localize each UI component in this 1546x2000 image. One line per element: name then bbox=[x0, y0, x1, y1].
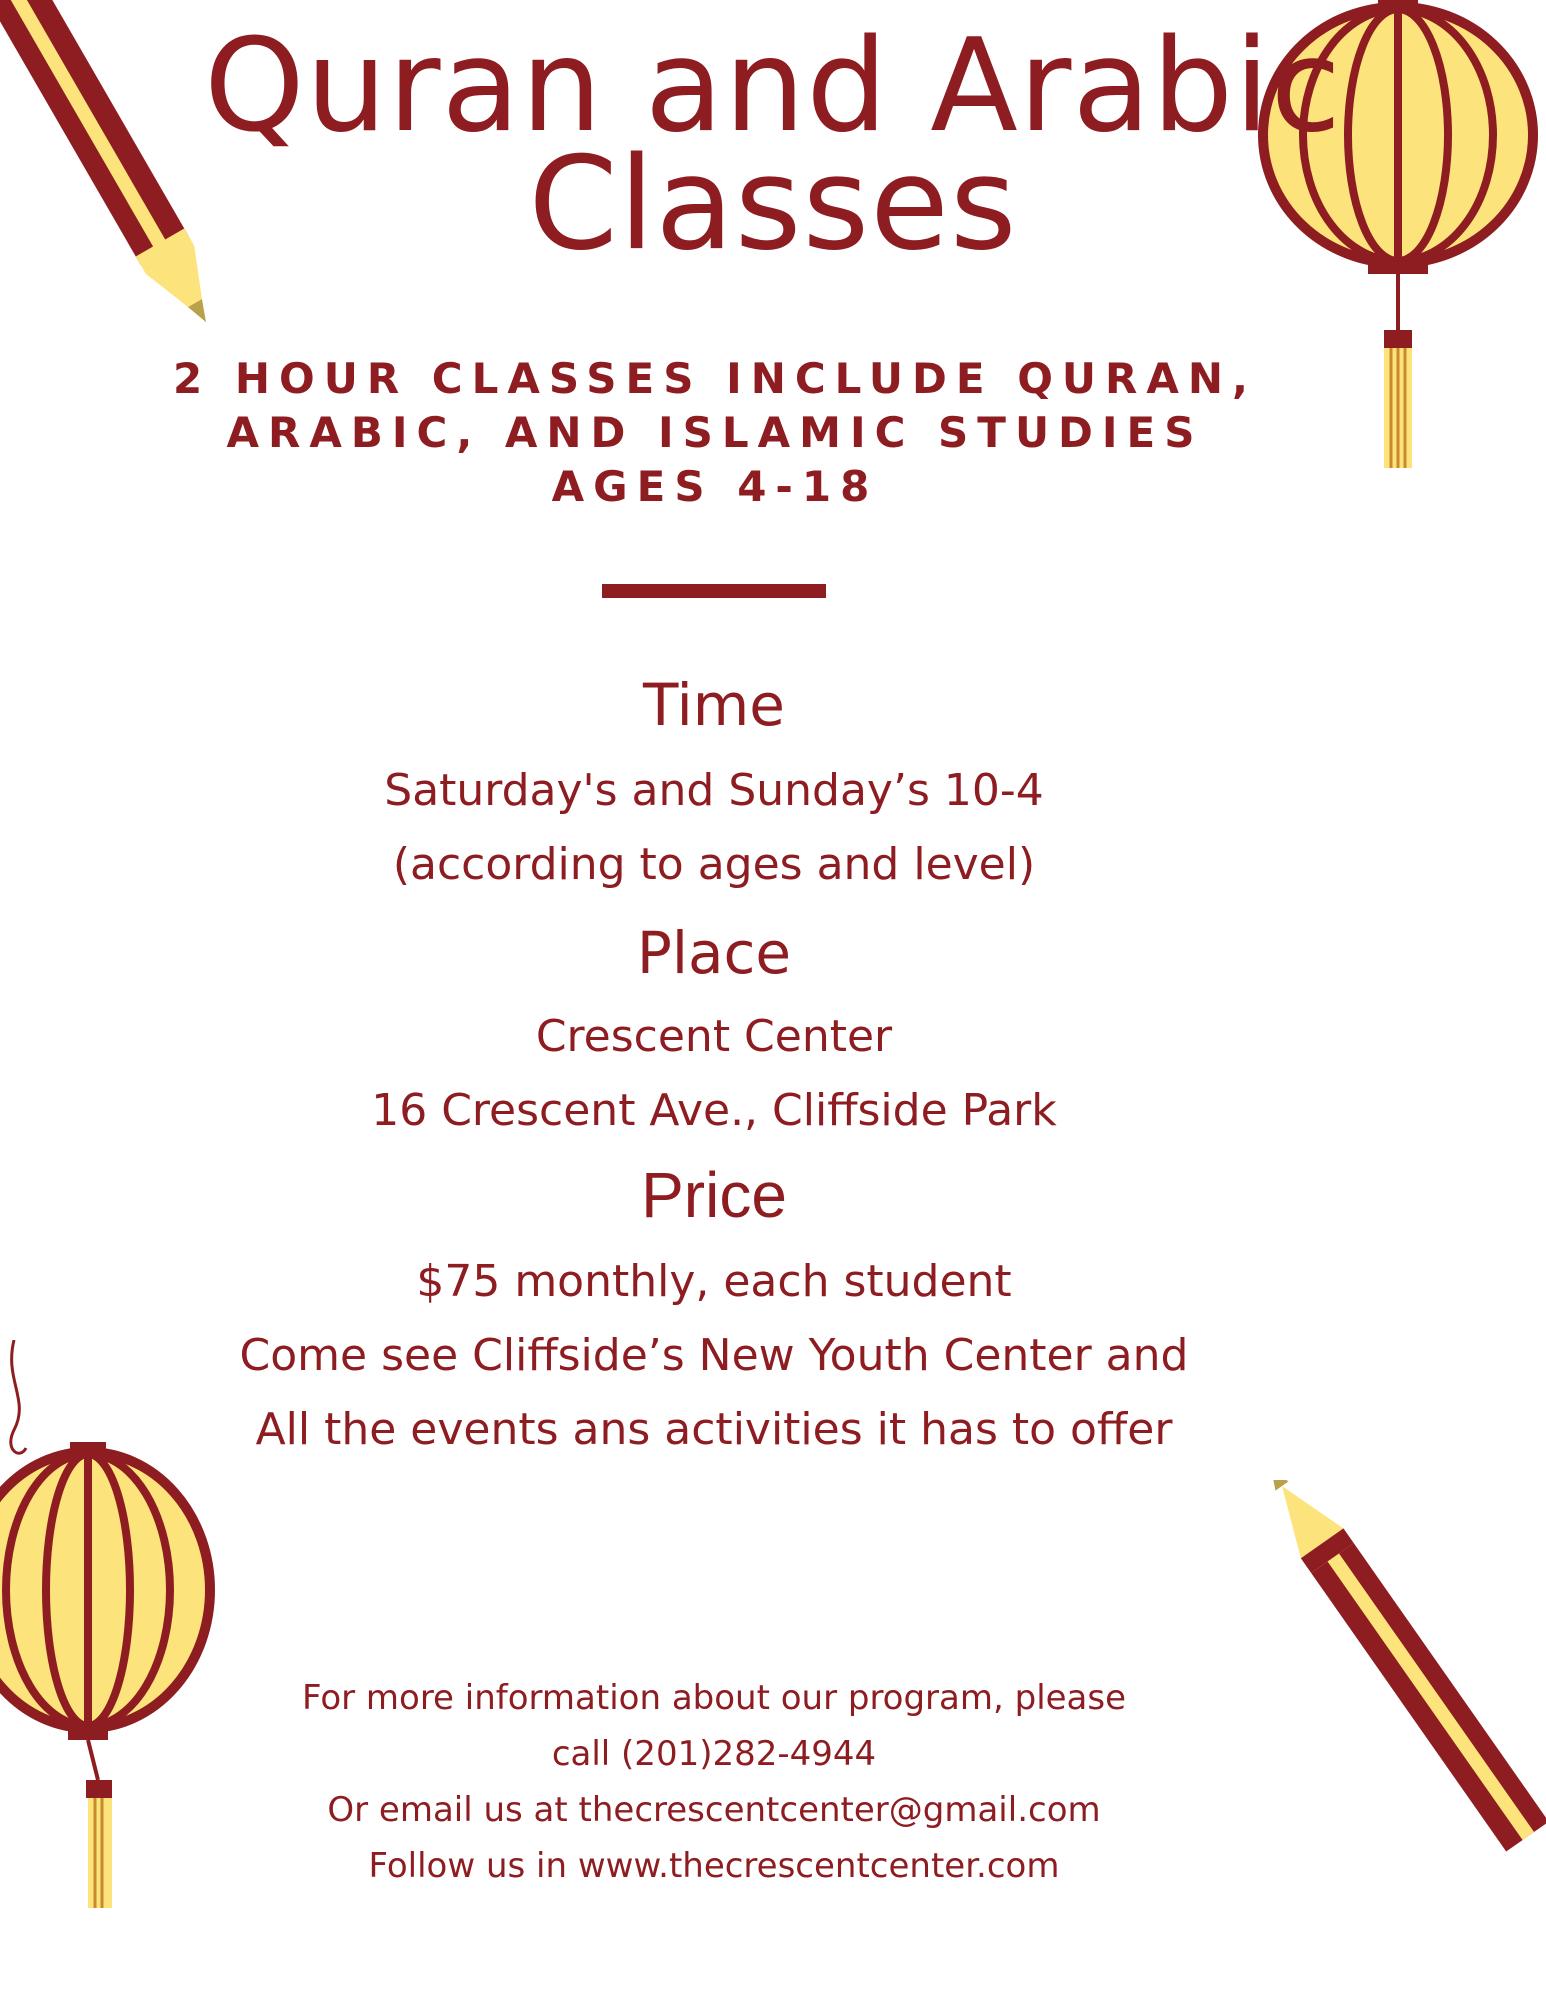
title-line: Classes bbox=[528, 130, 1018, 279]
time-heading: Time bbox=[643, 671, 785, 739]
page-title bbox=[0, 12, 1546, 279]
time-line: Saturday's and Sunday’s 10-4 bbox=[384, 765, 1044, 816]
place-details bbox=[0, 1000, 1428, 1148]
subtitle-line: 2 HOUR CLASSES INCLUDE QURAN, bbox=[173, 354, 1257, 403]
contact-phone: call (201)282-4944 bbox=[551, 1734, 877, 1774]
contact-email: Or email us at thecrescentcenter@gmail.com bbox=[327, 1790, 1101, 1830]
subtitle bbox=[150, 352, 1280, 514]
time-details bbox=[0, 754, 1428, 902]
price-line: $75 monthly, each student bbox=[416, 1256, 1012, 1307]
price-heading: Price bbox=[641, 1159, 787, 1231]
time-line: (according to ages and level) bbox=[392, 839, 1036, 890]
contact-info bbox=[0, 1670, 1428, 1894]
contact-website: Follow us in www.thecrescentcenter.com bbox=[368, 1846, 1060, 1886]
place-line: 16 Crescent Ave., Cliffside Park bbox=[371, 1085, 1057, 1136]
price-line: Come see Cliffside’s New Youth Center and bbox=[239, 1330, 1189, 1381]
title-line: Quran and Arabic bbox=[203, 12, 1343, 161]
place-heading: Place bbox=[636, 919, 792, 987]
divider bbox=[602, 584, 826, 598]
subtitle-line: AGES 4-18 bbox=[551, 462, 879, 511]
place-line: Crescent Center bbox=[535, 1011, 893, 1062]
price-details bbox=[0, 1245, 1428, 1467]
contact-line: For more information about our program, please bbox=[301, 1678, 1127, 1718]
subtitle-line: ARABIC, AND ISLAMIC STUDIES bbox=[226, 408, 1204, 457]
price-line: All the events ans activities it has to offer bbox=[255, 1404, 1173, 1455]
